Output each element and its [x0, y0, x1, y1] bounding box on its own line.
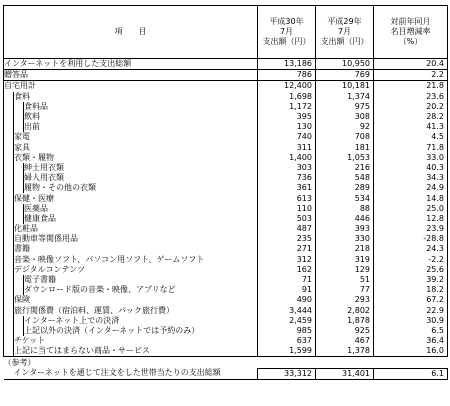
amount-cell: 110 [258, 204, 316, 214]
row-label: 飲料 [24, 112, 258, 122]
amount-cell: 3,444 [258, 306, 316, 316]
header-item: 項 目 [4, 6, 258, 59]
change-rate-cell: 67.2 [374, 295, 448, 305]
amount-cell: 490 [258, 295, 316, 305]
table-row [4, 326, 448, 336]
row-label: チケット [14, 336, 258, 346]
amount-cell: 361 [258, 183, 316, 193]
row-label: 食料品 [24, 102, 258, 112]
row-label: 婦人用衣類 [24, 173, 258, 183]
change-rate-cell: 20.2 [374, 102, 448, 112]
amount-cell: 330 [316, 234, 374, 244]
row-label: 音楽・映像ソフト、パソコン用ソフト、ゲームソフト [14, 255, 258, 265]
table-row [4, 204, 448, 214]
row-label: 保健・医療 [14, 193, 258, 203]
reference-label: インターネットを通じて注文をした世帯当たりの支出総額 [14, 368, 258, 379]
indent-cell [4, 275, 14, 285]
amount-cell: 1,053 [316, 153, 374, 163]
table-row [4, 70, 448, 81]
amount-cell: 613 [258, 193, 316, 203]
table-row [4, 316, 448, 326]
indent-cell [14, 316, 24, 326]
table-row [4, 102, 448, 112]
row-label: インターネット上での決済 [24, 316, 258, 326]
table-row [4, 275, 448, 285]
row-label: 紳士用衣類 [24, 163, 258, 173]
amount-cell: 218 [316, 244, 374, 254]
change-rate-cell: 33.0 [374, 153, 448, 163]
amount-cell: 1,374 [316, 92, 374, 102]
row-label: 医薬品 [24, 204, 258, 214]
table-row [4, 183, 448, 193]
row-label: デジタルコンテンツ [14, 265, 258, 275]
table-row [4, 173, 448, 183]
amount-cell: 10,181 [316, 81, 374, 92]
indent-cell [4, 316, 14, 326]
indent-cell [4, 326, 14, 336]
indent-cell [4, 255, 14, 265]
amount-cell: 395 [258, 112, 316, 122]
row-label: 履物・その他の衣類 [24, 183, 258, 193]
indent-cell [14, 122, 24, 132]
indent-cell [4, 183, 14, 193]
change-rate-cell: 71.8 [374, 143, 448, 153]
indent-cell [4, 143, 14, 153]
table-row [4, 81, 448, 92]
row-label: 出前 [24, 122, 258, 132]
indent-cell [4, 234, 14, 244]
amount-cell: 1,378 [316, 346, 374, 357]
amount-cell: 235 [258, 234, 316, 244]
amount-cell: 10,950 [316, 59, 374, 70]
change-rate-cell: -28.8 [374, 234, 448, 244]
table-row [4, 306, 448, 316]
change-rate-cell: -2.2 [374, 255, 448, 265]
amount-cell: 2,459 [258, 316, 316, 326]
table-row [4, 234, 448, 244]
table-row [4, 153, 448, 163]
indent-cell [4, 204, 14, 214]
reference-title-row [4, 357, 448, 368]
amount-cell: 1,172 [258, 102, 316, 112]
header-col-2017-jul: 平成29年 7月 支出額（円） [316, 6, 374, 59]
amount-cell: 769 [316, 70, 374, 81]
amount-cell: 487 [258, 224, 316, 234]
table-row [4, 265, 448, 275]
indent-cell [4, 102, 14, 112]
amount-cell: 77 [316, 285, 374, 295]
row-label: 上記に当てはまらない商品・サービス [14, 346, 258, 357]
change-rate-cell: 23.6 [374, 92, 448, 102]
amount-cell: 319 [316, 255, 374, 265]
change-rate-cell: 12.8 [374, 214, 448, 224]
amount-cell: 129 [316, 265, 374, 275]
amount-cell: 1,878 [316, 316, 374, 326]
amount-cell: 740 [258, 132, 316, 142]
table-row [4, 163, 448, 173]
indent-cell [4, 193, 14, 203]
reference-indent [4, 368, 14, 379]
amount-cell: 393 [316, 224, 374, 234]
indent-cell [4, 214, 14, 224]
table-row [4, 224, 448, 234]
amount-cell: 1,698 [258, 92, 316, 102]
amount-cell: 91 [258, 285, 316, 295]
row-label: 家具 [14, 143, 258, 153]
amount-cell: 975 [316, 102, 374, 112]
change-rate-cell: 24.3 [374, 244, 448, 254]
indent-cell [4, 265, 14, 275]
amount-cell: 1,599 [258, 346, 316, 357]
table-row [4, 92, 448, 102]
amount-cell: 71 [258, 275, 316, 285]
row-label: 保険 [14, 295, 258, 305]
change-rate-cell: 18.2 [374, 285, 448, 295]
change-rate-cell: 23.9 [374, 224, 448, 234]
amount-cell: 12,400 [258, 81, 316, 92]
amount-cell: 130 [258, 122, 316, 132]
indent-cell [4, 295, 14, 305]
change-rate-cell: 20.4 [374, 59, 448, 70]
indent-cell [4, 173, 14, 183]
amount-cell: 985 [258, 326, 316, 336]
header-row [4, 6, 448, 59]
table-row [4, 214, 448, 224]
indent-cell [4, 285, 14, 295]
change-rate-cell: 34.3 [374, 173, 448, 183]
indent-cell [4, 92, 14, 102]
indent-cell [4, 244, 14, 254]
row-label: 家電 [14, 132, 258, 142]
indent-cell [14, 214, 24, 224]
amount-cell: 503 [258, 214, 316, 224]
amount-cell: 786 [258, 70, 316, 81]
amount-cell: 1,400 [258, 153, 316, 163]
change-rate-cell: 30.9 [374, 316, 448, 326]
change-rate-cell: 14.8 [374, 193, 448, 203]
amount-cell: 2,802 [316, 306, 374, 316]
indent-cell [14, 326, 24, 336]
amount-cell: 181 [316, 143, 374, 153]
row-label: 贈答品 [4, 70, 258, 81]
indent-cell [14, 102, 24, 112]
indent-cell [4, 163, 14, 173]
indent-cell [14, 285, 24, 295]
change-rate-cell: 21.8 [374, 81, 448, 92]
amount-cell: 637 [258, 336, 316, 346]
amount-cell: 925 [316, 326, 374, 336]
amount-cell: 312 [258, 255, 316, 265]
amount-cell: 548 [316, 173, 374, 183]
change-rate-cell: 36.4 [374, 336, 448, 346]
indent-cell [4, 224, 14, 234]
header-col-change-rate: 対前年同月 名目増減率 （%） [374, 6, 448, 59]
table-row [4, 59, 448, 70]
table-row [4, 112, 448, 122]
amount-cell: 446 [316, 214, 374, 224]
indent-cell [14, 112, 24, 122]
indent-cell [14, 173, 24, 183]
amount-cell: 216 [316, 163, 374, 173]
indent-cell [14, 275, 24, 285]
header-col-2018-jul: 平成30年 7月 支出額（円） [258, 6, 316, 59]
row-label: インターネットを利用した支出総額 [4, 59, 258, 70]
change-rate-cell: 28.2 [374, 112, 448, 122]
table-row [4, 132, 448, 142]
change-rate-cell: 24.9 [374, 183, 448, 193]
expenditure-table [3, 5, 448, 380]
change-rate-cell: 41.3 [374, 122, 448, 132]
table-row [4, 193, 448, 203]
row-label: ダウンロード版の音楽・映像、アプリなど [24, 285, 258, 295]
change-rate-cell: 4.5 [374, 132, 448, 142]
row-label: 自動車等関係用品 [14, 234, 258, 244]
reference-row [4, 368, 448, 379]
change-rate-cell: 25.0 [374, 204, 448, 214]
indent-cell [4, 336, 14, 346]
indent-cell [4, 122, 14, 132]
amount-cell: 51 [316, 275, 374, 285]
reference-amount: 31,401 [316, 368, 374, 379]
change-rate-cell: 40.3 [374, 163, 448, 173]
indent-cell [4, 306, 14, 316]
amount-cell: 293 [316, 295, 374, 305]
reference-title: （参考） [3, 357, 36, 367]
row-label: 自宅用計 [4, 81, 258, 92]
row-label: 電子書籍 [24, 275, 258, 285]
table-row [4, 346, 448, 357]
table-row [4, 295, 448, 305]
table-row [4, 336, 448, 346]
change-rate-cell: 39.2 [374, 275, 448, 285]
amount-cell: 467 [316, 336, 374, 346]
indent-cell [14, 183, 24, 193]
change-rate-cell: 25.6 [374, 265, 448, 275]
indent-cell [4, 153, 14, 163]
amount-cell: 88 [316, 204, 374, 214]
row-label: 健康食品 [24, 214, 258, 224]
table-row [4, 244, 448, 254]
amount-cell: 736 [258, 173, 316, 183]
amount-cell: 271 [258, 244, 316, 254]
reference-change-rate: 6.1 [374, 368, 448, 379]
row-label: 衣類・履物 [14, 153, 258, 163]
table-row [4, 122, 448, 132]
table-row [4, 143, 448, 153]
indent-cell [4, 132, 14, 142]
change-rate-cell: 22.9 [374, 306, 448, 316]
amount-cell: 303 [258, 163, 316, 173]
reference-amount: 33,312 [258, 368, 316, 379]
amount-cell: 162 [258, 265, 316, 275]
amount-cell: 534 [316, 193, 374, 203]
amount-cell: 13,186 [258, 59, 316, 70]
indent-cell [4, 112, 14, 122]
change-rate-cell: 2.2 [374, 70, 448, 81]
amount-cell: 311 [258, 143, 316, 153]
table-row [4, 285, 448, 295]
row-label: 化粧品 [14, 224, 258, 234]
indent-cell [14, 163, 24, 173]
amount-cell: 289 [316, 183, 374, 193]
change-rate-cell: 16.0 [374, 346, 448, 357]
indent-cell [14, 204, 24, 214]
indent-cell [4, 346, 14, 357]
row-label: 書籍 [14, 244, 258, 254]
amount-cell: 708 [316, 132, 374, 142]
amount-cell: 308 [316, 112, 374, 122]
row-label: 上記以外の決済（インターネットでは予約のみ） [24, 326, 258, 336]
amount-cell: 92 [316, 122, 374, 132]
change-rate-cell: 6.5 [374, 326, 448, 336]
table-row [4, 255, 448, 265]
row-label: 食料 [14, 92, 258, 102]
row-label: 旅行関係費（宿泊料、運賃、パック旅行費） [14, 306, 258, 316]
